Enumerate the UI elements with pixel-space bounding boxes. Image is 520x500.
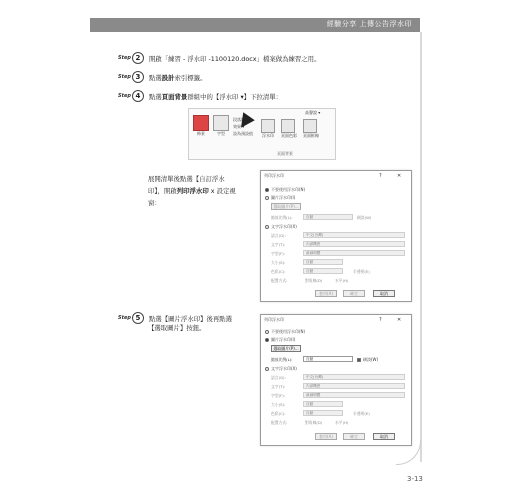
no-watermark-radio[interactable]	[265, 187, 305, 193]
step-text: 索引標籤。	[174, 73, 207, 82]
help-icon[interactable]: ?	[379, 173, 382, 179]
step-3	[118, 71, 206, 83]
step-4	[118, 90, 282, 102]
size-label: 大小(S):	[271, 402, 286, 407]
step-label: Step	[118, 93, 131, 99]
page-borders-icon	[303, 119, 317, 133]
para-line-1: 展開清單後點選【自訂浮水	[148, 175, 225, 183]
para-line-3: 窗：	[148, 199, 161, 207]
help-icon[interactable]: ?	[379, 317, 382, 323]
theme-button[interactable]	[193, 115, 209, 137]
text-select[interactable]: 內部機密	[303, 241, 405, 247]
step-text-bold: 設計	[161, 73, 175, 82]
watermark-dialog-2	[260, 314, 412, 446]
step-text: 點選	[148, 73, 162, 82]
semitransparent-checkbox[interactable]: 半透明(E)	[353, 411, 370, 416]
effects-button[interactable]: 效果 ▾	[233, 124, 245, 129]
diagonal-radio[interactable]: 對角線(D)	[305, 278, 323, 283]
scale-select[interactable]: 自動	[303, 214, 353, 220]
step-2	[118, 52, 320, 64]
ribbon-screenshot	[188, 108, 336, 160]
page-frame-right	[420, 32, 422, 462]
size-select[interactable]: 自動	[303, 259, 343, 265]
apply-button[interactable]: 套用(A)	[315, 433, 337, 440]
close-icon[interactable]: ✕	[397, 173, 402, 179]
radio-dot	[265, 330, 269, 334]
header-title: 經驗分享 上傳公告浮水印	[326, 20, 412, 28]
language-select[interactable]: 中文(台灣)	[303, 232, 405, 238]
step-text-bold: 頁面背景	[161, 92, 188, 101]
layout-label: 配置方式:	[271, 420, 288, 425]
page-color-button[interactable]	[281, 119, 297, 139]
page-borders-button[interactable]	[303, 119, 319, 139]
theme-label: 佈景	[197, 131, 205, 136]
para-text: 印】，開啟	[148, 187, 177, 195]
set-default-button[interactable]: 設為預設值	[233, 131, 253, 136]
close-icon[interactable]: ✕	[397, 317, 402, 323]
step-text: 點選	[148, 92, 162, 101]
page-color-label: 頁面色彩	[281, 133, 297, 138]
step-text: 點選【圖片浮水印】後再點選	[148, 314, 233, 323]
text-label: 文字(T):	[271, 242, 286, 247]
size-label: 大小(S):	[271, 260, 286, 265]
horizontal-radio[interactable]: 水平(H)	[335, 420, 349, 425]
no-watermark-radio[interactable]	[265, 329, 305, 335]
radio-dot	[265, 367, 269, 371]
layout-label: 配置方式:	[271, 278, 288, 283]
ok-button[interactable]: 確定	[343, 290, 365, 297]
watermark-button[interactable]	[261, 119, 275, 139]
page-number: 3-13	[407, 475, 423, 483]
select-picture-button[interactable]: 選取圖片(P)...	[271, 345, 301, 352]
scale-select[interactable]: 自動	[303, 356, 353, 362]
diagonal-radio[interactable]: 對角線(D)	[305, 420, 323, 425]
page-color-icon	[281, 119, 295, 133]
washout-checkbox[interactable]: 刷淡(W)	[357, 215, 372, 220]
font-icon	[213, 115, 229, 131]
radio-label: 文字浮水印(X)	[271, 366, 297, 371]
text-watermark-radio[interactable]	[265, 224, 297, 230]
page-background-group-label: 頁面背景	[277, 151, 293, 156]
watermark-dialog-1	[260, 170, 412, 302]
step-number: 3	[132, 71, 144, 83]
radio-dot	[265, 225, 269, 229]
text-select[interactable]: 內部機密	[303, 383, 405, 389]
font-label: 字型	[217, 131, 225, 136]
cancel-button[interactable]: 取消	[373, 433, 395, 440]
radio-label: 文字浮水印(X)	[271, 224, 297, 229]
apply-button[interactable]: 套用(A)	[315, 290, 337, 297]
radio-label: 不要使用浮水印(N)	[271, 187, 306, 192]
step-number: 4	[132, 90, 144, 102]
step-label: Step	[118, 55, 131, 61]
washout-checkbox[interactable]	[357, 357, 378, 363]
dialog-title: 列印浮水印	[264, 173, 284, 178]
instruction-paragraph	[148, 173, 236, 209]
para-text-bold: 列印浮水印	[176, 187, 209, 195]
para-text: x 設定視	[208, 187, 236, 195]
color-select[interactable]: 自動	[303, 268, 343, 274]
color-label: 色彩(C):	[271, 411, 286, 416]
page-borders-label: 頁面框線	[303, 133, 319, 138]
scale-label: 縮放比例(L):	[271, 357, 293, 362]
paragraph-spacing-button[interactable]: 段落間距 ▾	[233, 117, 253, 122]
picture-watermark-radio[interactable]	[265, 195, 295, 201]
horizontal-radio[interactable]: 水平(H)	[335, 278, 349, 283]
para-line-2	[148, 185, 236, 197]
picture-watermark-radio[interactable]	[265, 337, 295, 343]
tell-me-box[interactable]: 高聲說 ▾	[305, 110, 321, 115]
font-button[interactable]	[213, 115, 229, 137]
step-text: 群組中的【浮水印 ▾】下拉清單：	[187, 92, 283, 101]
semitransparent-checkbox[interactable]: 半透明(E)	[353, 269, 370, 274]
select-picture-button[interactable]: 選取圖片(P)...	[271, 203, 301, 210]
text-label: 文字(T):	[271, 384, 286, 389]
font-label: 字型(F):	[271, 393, 286, 398]
theme-icon	[193, 115, 209, 131]
color-label: 色彩(C):	[271, 269, 286, 274]
radio-label: 圖片浮水印(I)	[271, 195, 296, 200]
size-select[interactable]: 自動	[303, 401, 343, 407]
ok-button[interactable]: 確定	[343, 433, 365, 440]
radio-dot	[265, 338, 269, 342]
watermark-icon	[261, 119, 275, 133]
header-bar	[90, 18, 420, 32]
language-select[interactable]: 中文(台灣)	[303, 374, 405, 380]
radio-dot	[265, 196, 269, 200]
font-select[interactable]: 新細明體	[303, 392, 405, 398]
step-label: Step	[118, 74, 131, 80]
step-text: 開啟「練習 - 浮水印 -1100120.docx」檔案做為練習之用。	[148, 54, 321, 63]
language-label: 語言(G):	[271, 233, 286, 238]
step-number: 5	[132, 312, 144, 324]
radio-label: 不要使用浮水印(N)	[271, 329, 306, 334]
font-select[interactable]: 新細明體	[303, 250, 405, 256]
dialog-title: 列印浮水印	[264, 317, 284, 322]
cancel-button[interactable]: 取消	[373, 290, 395, 297]
radio-label: 圖片浮水印(I)	[271, 337, 296, 342]
font-label: 字型(F):	[271, 251, 286, 256]
radio-dot	[265, 188, 269, 192]
checkbox-label: 刷淡(W)	[363, 357, 379, 362]
watermark-label: 浮水印	[262, 133, 274, 138]
language-label: 語言(G):	[271, 375, 286, 380]
scale-label: 縮放比例(L):	[271, 215, 293, 220]
step-5-line-2: 【選取圖片】按鈕。	[148, 324, 206, 332]
step-label: Step	[118, 315, 131, 321]
checkbox-box	[357, 358, 361, 362]
text-watermark-radio[interactable]	[265, 366, 297, 372]
color-select[interactable]: 自動	[303, 410, 343, 416]
step-number: 2	[132, 52, 144, 64]
